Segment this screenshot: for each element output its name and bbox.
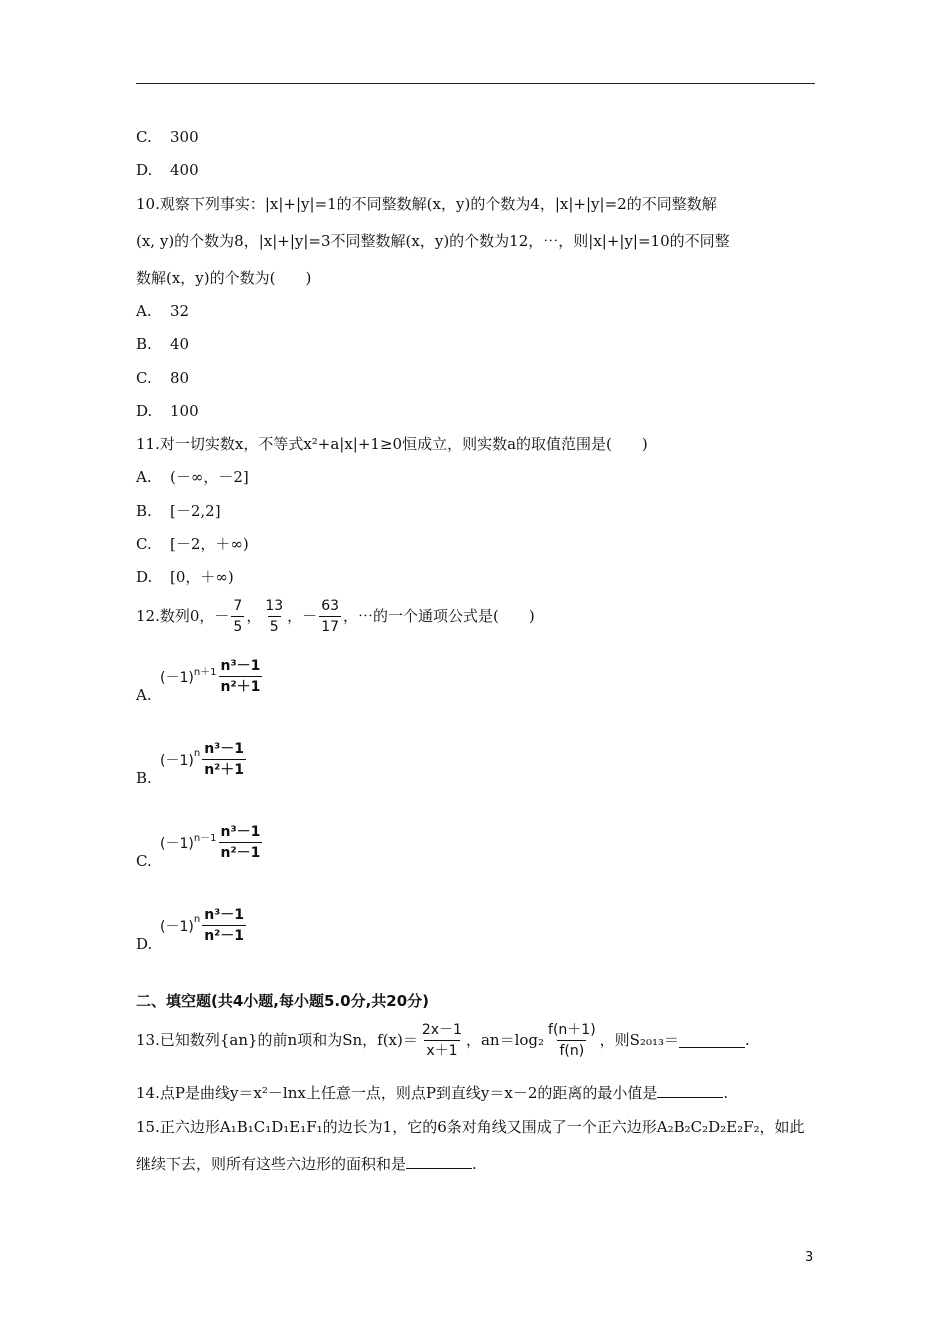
q12-fraction-1: $\frac{7}{5}$ xyxy=(233,597,243,635)
q11-option-c: C. [－2，＋∞) xyxy=(136,535,249,553)
q10-stem-line2: (x, y)的个数为8，|x|+|y|=3不同整数解(x，y)的个数为12，⋯，则|x|+|y|=10的不同整 xyxy=(136,232,730,250)
q15-answer-blank[interactable] xyxy=(406,1154,472,1169)
q10-option-d: D. 100 xyxy=(136,402,199,420)
q14-answer-blank[interactable] xyxy=(657,1083,723,1098)
q13-fraction-fx: $\frac{2x-1}{x+1}$ xyxy=(421,1021,462,1059)
header-rule xyxy=(136,83,815,84)
q9-option-c: C. 300 xyxy=(136,128,199,146)
q13-stem: 13.已知数列{an}的前n项和为Sn，f(x)＝ $\frac{2x-1}{x+1}$ ，an＝log₂ $\frac{f(n+1)}{f(n)}$ ，则S₂₀₁₃＝ . xyxy=(136,1021,750,1059)
section-2-heading: 二、填空题(共4小题,每小题5.0分,共20分) xyxy=(136,992,429,1010)
page-number: 3 xyxy=(805,1250,814,1265)
q13-fraction-log: $\frac{f(n+1)}{f(n)}$ xyxy=(548,1021,596,1059)
q12-fraction-2: $\frac{13}{5}$ xyxy=(265,597,284,635)
q11-stem: 11.对一切实数x，不等式x²+a|x|+1≥0恒成立，则实数a的取值范围是( ) xyxy=(136,435,648,453)
q11-option-a: A. (－∞，－2] xyxy=(136,468,249,486)
q12-stem: 12.数列0，－ $\frac{7}{5}$ ， $\frac{13}{5}$ ，－ $\frac{63}{17}$ ，⋯的一个通项公式是( ) xyxy=(136,597,535,635)
q13-answer-blank[interactable] xyxy=(679,1033,745,1048)
q12-fraction-3: $\frac{63}{17}$ xyxy=(321,597,340,635)
q10-stem-line3: 数解(x，y)的个数为( ) xyxy=(136,269,312,287)
q15-stem-line2: 继续下去，则所有这些六边形的面积和是 . xyxy=(136,1155,477,1173)
q10-stem-line1: 10.观察下列事实：|x|+|y|=1的不同整数解(x，y)的个数为4，|x|+|y|=2的不同整数解 xyxy=(136,195,717,213)
q14-stem: 14.点P是曲线y＝x²－lnx上任意一点，则点P到直线y＝x－2的距离的最小值是 . xyxy=(136,1084,729,1102)
q10-option-a: A. 32 xyxy=(136,302,190,320)
q10-option-b: B. 40 xyxy=(136,335,190,353)
q15-stem-line1: 15.正六边形A₁B₁C₁D₁E₁F₁的边长为1，它的6条对角线又围成了一个正六边形A₂B₂C₂D₂E₂F₂，如此 xyxy=(136,1118,805,1136)
q11-option-b: B. [－2,2] xyxy=(136,502,221,520)
q9-option-d: D. 400 xyxy=(136,161,199,179)
q11-option-d: D. [0，＋∞) xyxy=(136,568,234,586)
q10-option-c: C. 80 xyxy=(136,369,190,387)
